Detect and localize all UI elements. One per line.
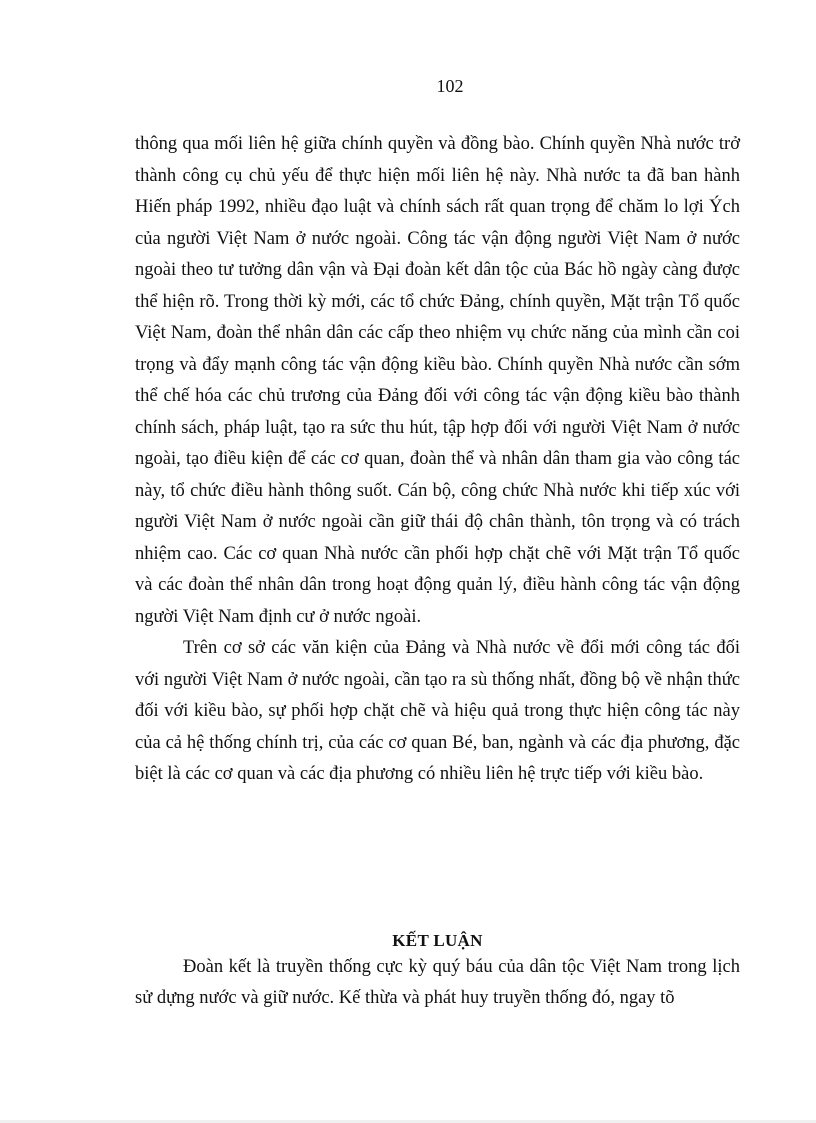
paragraph: Trên cơ sở các văn kiện của Đảng và Nhà nước về đổi mới công tác đối với người Việt Nam ở nước ngoài, cần tạo ra sù thống nhất, đồng bộ về nhận thức đối với kiều bào, sự phối hợp chặt chẽ và hiệu quả trong thực hiện công tác này của cả hệ thống chính trị, của các cơ quan Bé, ban, ngành và các địa phương, đặc biệt là các cơ quan và các địa phương có nhiều liên hệ trực tiếp với kiều bào. [135,638,740,784]
paragraph: Đoàn kết là truyền thống cực kỳ quý báu của dân tộc Việt Nam trong lịch sử dựng nước và giữ nước. Kế thừa và phát huy truyền thống đó, ngay tõ [135,957,740,1008]
body-text [135,129,740,791]
page-number: 102 [436,76,464,96]
section-heading: KẾT LUẬN [392,931,483,950]
conclusion-text [135,952,740,1014]
paragraph: thông qua mối liên hệ giữa chính quyền và đồng bào. Chính quyền Nhà nước trở thành công cụ chủ yếu để thực hiện mối liên hệ này. Nhà nước ta đã ban hành Hiến pháp 1992, nhiều đạo luật và chính sách rất quan trọng để chăm lo lợi Ých của người Việt Nam ở nước ngoài. Công tác vận động người Việt Nam ở nước ngoài theo tư tưởng dân vận và Đại đoàn kết dân tộc của Bác hồ ngày càng được thể hiện rõ. Trong thời kỳ mới, các tổ chức Đảng, chính quyền, Mặt trận Tổ quốc Việt Nam, đoàn thể nhân dân các cấp theo nhiệm vụ chức năng của mình cần coi trọng và đẩy mạnh công tác vận động kiều bào. Chính quyền Nhà nước cần sớm thể chế hóa các chủ trương của Đảng đối với công tác vận động kiều bào thành chính sách, pháp luật, tạo ra sức thu hút, tập hợp đối với người Việt Nam ở nước ngoài, tạo điều kiện để các cơ quan, đoàn thể và nhân dân tham gia vào công tác này, tổ chức điều hành thông suốt. Cán bộ, công chức Nhà nước khi tiếp xúc với người Việt Nam ở nước ngoài cần giữ thái độ chân thành, tôn trọng và có trách nhiệm cao. Các cơ quan Nhà nước cần phối hợp chặt chẽ với Mặt trận Tổ quốc và các đoàn thể nhân dân trong hoạt động quản lý, điều hành công tác vận động người Việt Nam định cư ở nước ngoài. [135,134,740,627]
